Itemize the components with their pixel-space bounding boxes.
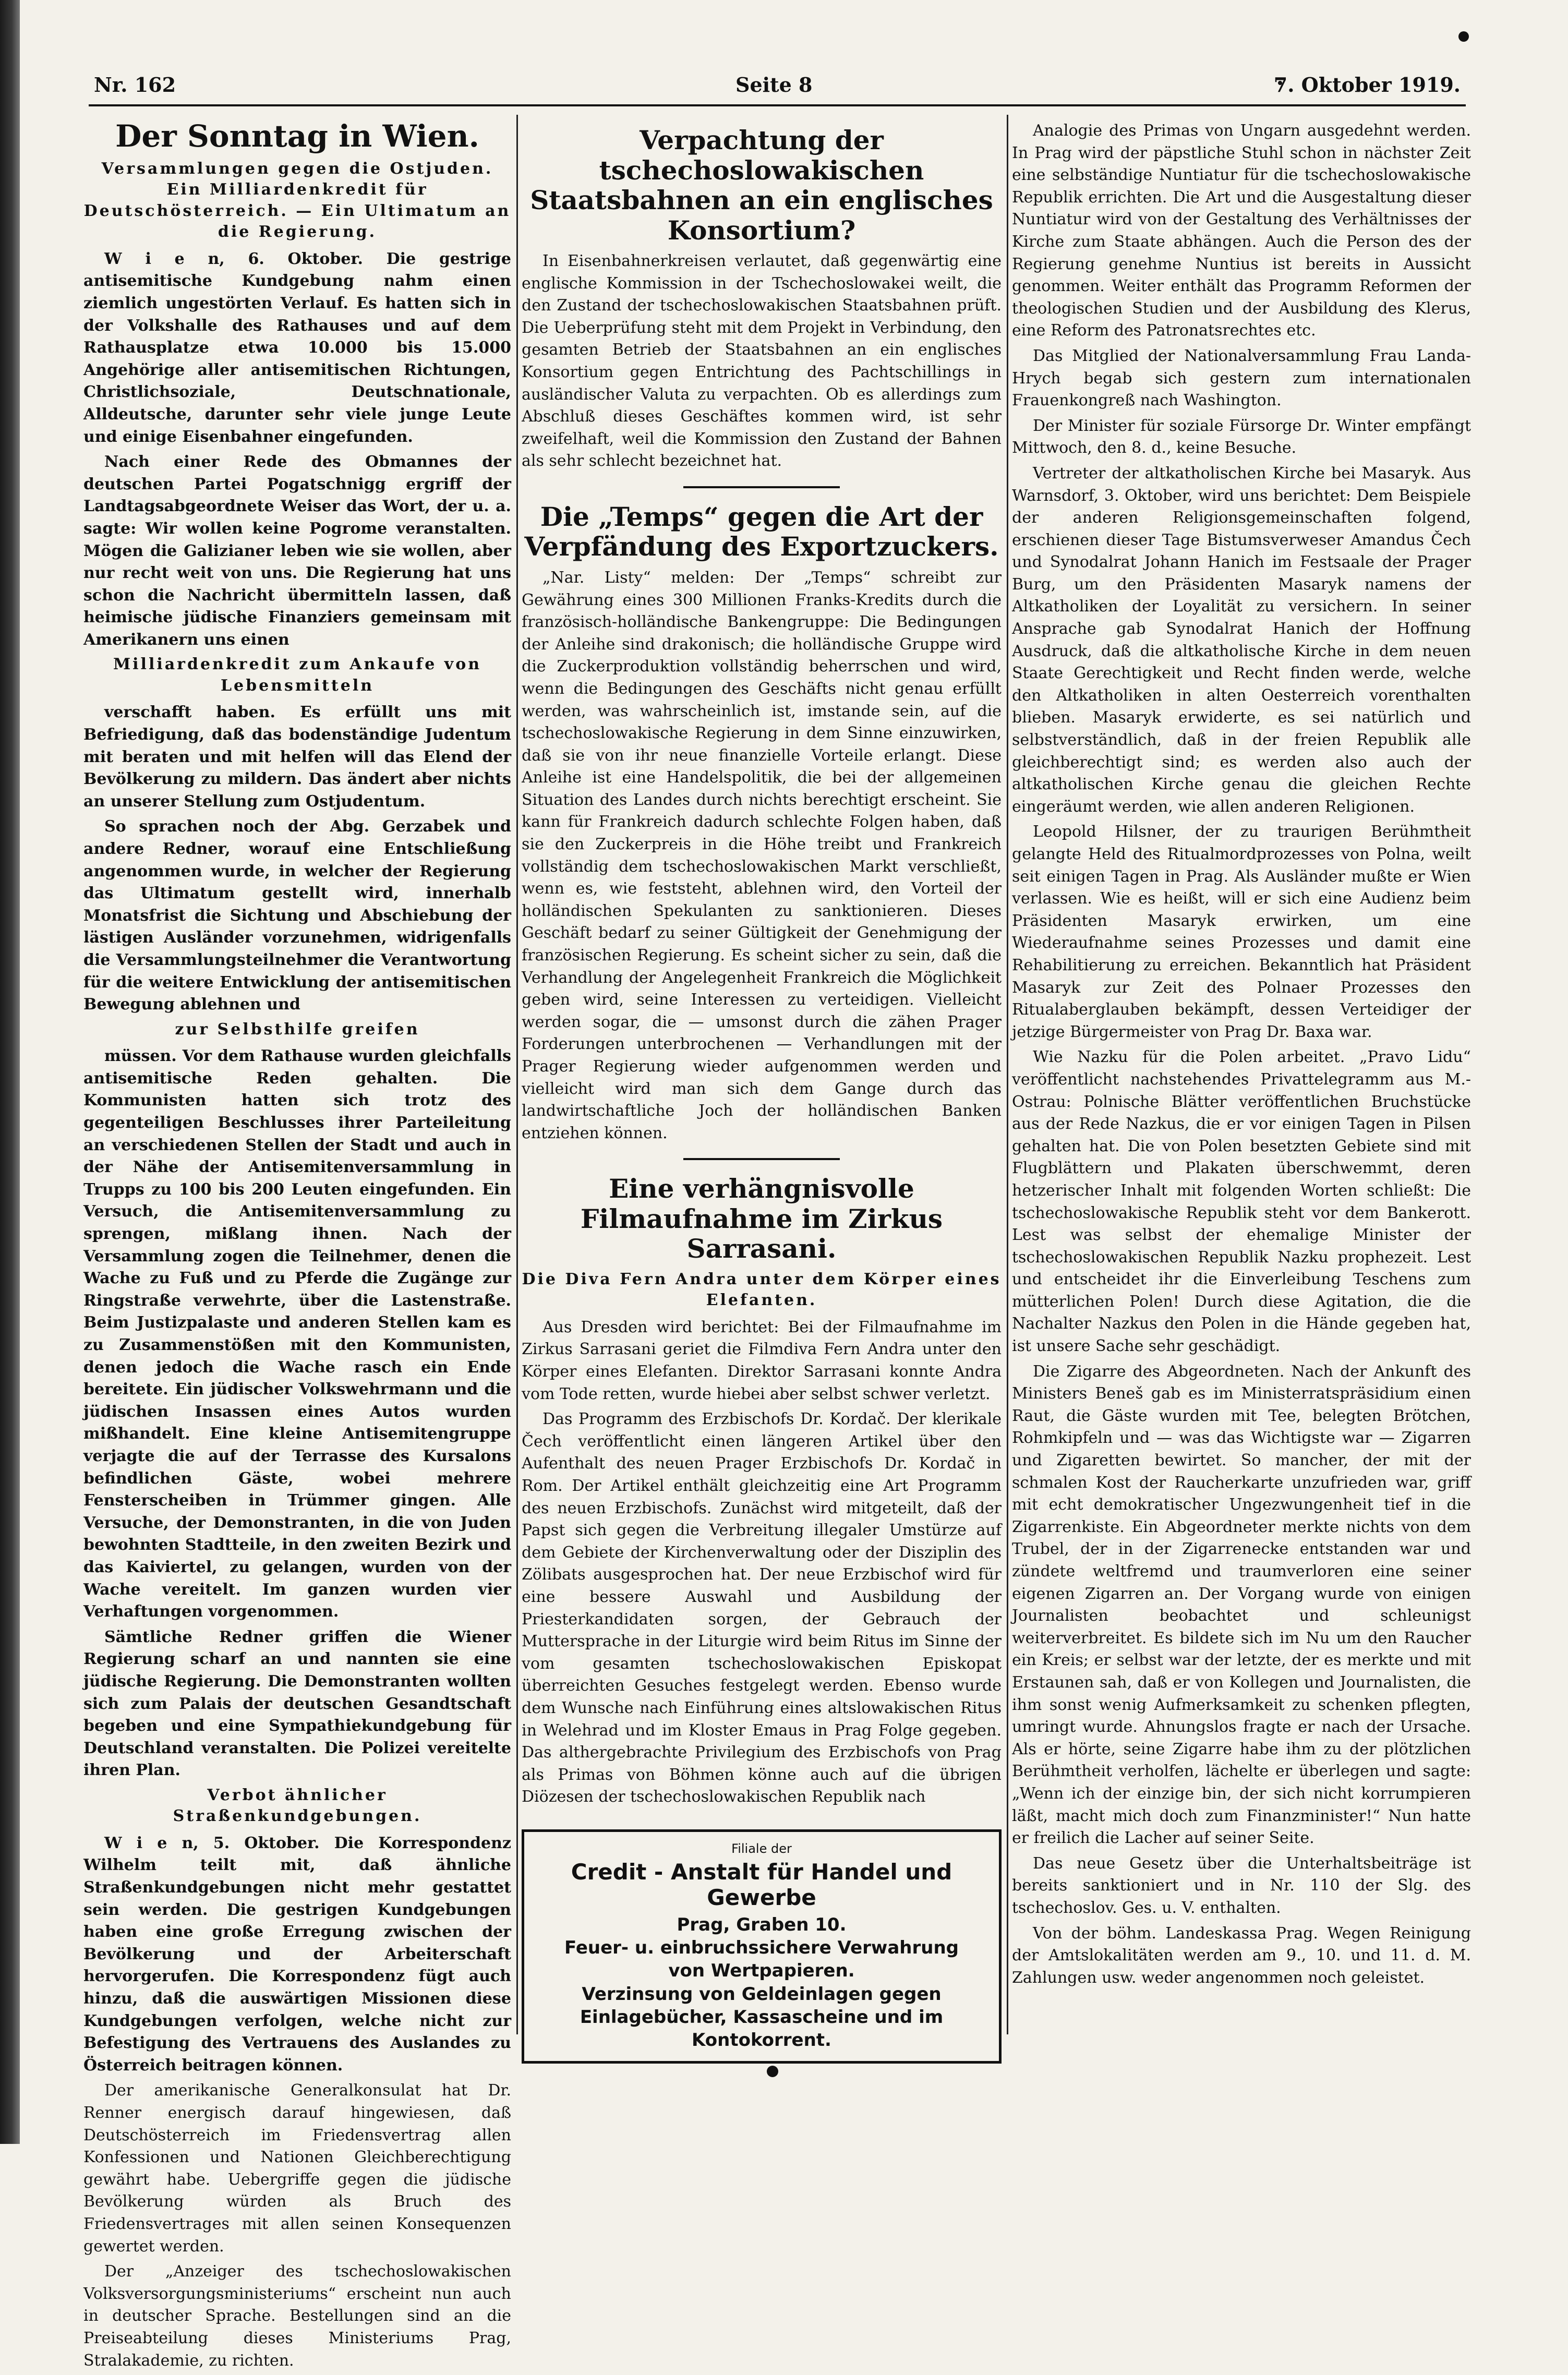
ad-line: von Wertpapieren. bbox=[668, 1960, 855, 1982]
article-title: Eine verhängnisvolle Filmaufnahme im Zirkus Sarrasani. bbox=[580, 1173, 943, 1264]
issue-number: Nr. 162 bbox=[94, 73, 176, 97]
paragraph: „Nar. Listy“ melden: Der „Temps“ schreibt zur Gewährung eines 300 Millionen Franks-Kredits durch die französisch-holländische Bankengruppe: Die Bedingungen der Anleihe sind drakonisch; die holländische Gruppe wird die Zuckerproduktion vollständig beherrschen und wird, wenn die Bedingungen des Geschäfts nicht genau erfüllt werden, was wahrscheinlich ist, imstande sein, auf die tschechoslowakische Regierung in dem Sinne einzuwirken, daß sie von ihr neue finanzielle Vorteile erlangt. Diese Anleihe ist eine Handelspolitik, die bei der allgemeinen Situation des Landes durch nichts berechtigt erscheint. Sie kann für Frankreich dadurch schlechte Folgen haben, daß sie den Zuckerpreis in die Höhe treibt und Frankreich vollständig dem tschechoslowakischen Markt verschließt, wenn es, wie feststeht, ablehnen wird, den Vorteil der holländischen Spekulanten zu sanktionieren. Dieses Geschäft bedarf zu seiner Gültigkeit der Genehmigung der französischen Regierung. Es scheint sicher zu sein, daß die Verhandlung der Angelegenheit Frankreich die Möglichkeit geben wird, seine Interessen zu verteidigen. Vielleicht werden sogar, die — umsonst durch die zähen Prager Forderungen unterbrochenen — Verhandlungen mit der Prager Regierung wieder aufgenommen werden und vielleicht wird man sich dem Gange durch das landwirtschaftliche Joch der holländischen Banken entziehen können. bbox=[522, 568, 1002, 1142]
paragraph: Analogie des Primas von Ungarn ausgedehnt werden. In Prag wird der päpstliche Stuhl schon in nächster Zeit eine selbständige Nuntiatur für die tschechoslowakische Republik errichten. Die Art und die Ausgestaltung dieser Nuntiatur wird von der Gestaltung des Verhältnisses der Kirche zum Staate abhängen. Auch die Person des der Regierung genehme Nuntius ist bereits in Aussicht genommen. Weiter enthält das Programm Reformen der theologischen Studien und der Ausbildung des Klerus, eine Reform des Patronatsrechtes etc. bbox=[1012, 122, 1471, 340]
ad-bank-name: Credit - Anstalt für Handel und Gewerbe bbox=[571, 1859, 952, 1910]
column-2 bbox=[522, 120, 1002, 2064]
page-number: Seite 8 bbox=[735, 73, 813, 97]
article-title: Die „Temps“ gegen die Art der Verpfändung des Exportzuckers. bbox=[524, 501, 999, 562]
paragraph: Die Zigarre des Abgeordneten. Nach der Ankunft des Ministers Beneš gab es im Ministerratspräsidium einen Raut, die Gäste wurden mit Tee, belegten Brötchen, Rohmkipfeln und — was das Wichtigste war — Zigarren und Zigaretten bewirtet. So mancher, der mit der schmalen Kost der Raucherkarte unzufrieden war, griff mit echt demokratischer Ungezwungenheit tief in die Zigarrenkiste. Ein Abgeordneter merkte nichts von dem Trubel, der in der Zigarrenecke entstanden war und zündete weltfremd und traumverloren eine seiner eigenen Zigarren an. Der Vorgang wurde von einigen Journalisten beobachtet und schleunigst weiterverbreitet. Es bildete sich im Nu um den Raucher ein Kreis; er selbst war der letzte, der es merkte und mit Erstaunen sah, daß er von Kollegen und Journalisten, die ihm sonst wenig Aufmerksamkeit zu schenken pflegten, umringt wurde. Ahnungslos fragte er nach der Ursache. Als er hörte, seine Zigarre habe ihm zu der plötzlichen Berühmtheit verholfen, lächelte er überlegen und sagte: „Wenn ich der einzige bin, der sich nicht korrumpieren läßt, macht mich doch zum Finanzminister!“ Nun hatte er freilich die Lacher auf seiner Seite. bbox=[1012, 1362, 1471, 1848]
ad-line: Feuer- u. einbruchssichere Verwahrung bbox=[564, 1937, 959, 1959]
section-subhead: Verbot ähnlicher Straßenkundgebungen. bbox=[173, 1786, 422, 1826]
ink-dot bbox=[767, 2066, 778, 2077]
paragraph: W i e n, 5. Oktober. Die Korrespondenz Wilhelm teilt mit, daß ähnliche Straßenkundgebungen nicht mehr gestattet sein werden. Die gestrigen Kundgebungen haben eine große Erregung zwischen der Bevölkerung und der Arbeiterschaft hervorgerufen. Die Korrespondenz fügt auch hinzu, daß die auswärtigen Missionen diese Kundgebungen verfolgen, welche nicht zur Befestigung des Vertrauens des Auslandes zu Österreich beitragen können. bbox=[83, 1834, 511, 2075]
paragraph: müssen. Vor dem Rathause wurden gleichfalls antisemitische Reden gehalten. Die Kommunisten hatten sich trotz des gegenteiligen Beschlusses ihrer Parteileitung an verschiedenen Stellen der Stadt und auch in der Nähe der Antisemitenversammlung in Trupps zu 100 bis 200 Leuten eingefunden. Ein Versuch, die Antisemitenversammlung zu sprengen, mißlang ihnen. Nach der Versammlung zogen die Teilnehmer, denen die Wache zu Fuß und zu Pferde die Zugänge zur Ringstraße verwehrte, über die Lastenstraße. Beim Justizpalaste und anderen Stellen kam es zu Zusammenstößen mit den Kommunisten, denen jedoch die Wache rasch ein Ende bereitete. Ein jüdischer Volkswehrmann und die jüdischen Insassen eines Autos wurden mißhandelt. Eine kleine Antisemitengruppe verjagte die auf der Terrasse des Kursalons befindlichen Gäste, wobei mehrere Fensterscheiben in Trümmer gingen. Alle Versuche, der Demonstranten, in die von Juden bewohnten Stadtteile, in den zweiten Bezirk und das Kaiviertel, zu gelangen, wurden von der Wache vereitelt. Im ganzen wurden vier Verhaftungen vorgenommen. bbox=[83, 1047, 511, 1621]
paragraph: Der „Anzeiger des tschechoslowakischen Volksversorgungsministeriums“ erscheint nun auch in deutscher Sprache. Bestellungen sind an die Preiseabteilung dieses Ministeriums Prag, Stralakademie, zu richten. bbox=[83, 2262, 511, 2370]
article-subtitle: Die Diva Fern Andra unter dem Körper eines Elefanten. bbox=[522, 1270, 1002, 1310]
paragraph: Aus Dresden wird berichtet: Bei der Filmaufnahme im Zirkus Sarrasani geriet die Filmdiva Fern Andra unter den Körper eines Elefanten. Direktor Sarrasani konnte Andra vom Tode retten, wurde hiebei aber selbst schwer verletzt. bbox=[522, 1318, 1002, 1403]
bank-advertisement bbox=[522, 1829, 1002, 2064]
paragraph: In Eisenbahnerkreisen verlautet, daß gegenwärtig eine englische Kommission in der Tschechoslowakei weilt, die den Zustand der tschechoslowakischen Staatsbahnen prüft. Die Ueberprüfung steht mit dem Projekt in Verbindung, den gesamten Betrieb der Staatsbahnen an ein englisches Konsortium gegen Entrichtung des Pachtschillings in ausländischer Valuta zu verpachten. Ob es allerdings zum Abschluß dieses Geschäftes kommen wird, ist sehr zweifelhaft, weil die Kommission den Zustand der Bahnen als sehr schlecht bezeichnet hat. bbox=[522, 252, 1002, 471]
issue-date: 7. Oktober 1919. bbox=[1273, 73, 1461, 97]
column-divider bbox=[516, 115, 518, 2034]
paragraph: Leopold Hilsner, der zu traurigen Berühmtheit gelangte Held des Ritualmordprozesses von Polna, weilt seit einigen Tagen in Prag. Als Ausländer mußte er Wien verlassen. Wie es heißt, will er sich eine Audienz beim Präsidenten Masaryk erwirken, um eine Wiederaufnahme seines Prozesses und damit eine Rehabilitierung zu erreichen. Bekanntlich hat Präsident Masaryk zur Zeit des Polnaer Prozesses den Ritualaberglauben bekämpft, dessen Verteidiger der jetzige Bürgermeister von Prag Dr. Baxa war. bbox=[1012, 823, 1471, 1041]
ink-dot bbox=[1458, 31, 1469, 42]
paragraph: Das Mitglied der Nationalversammlung Frau Landa-Hrych begab sich gestern zum internationalen Frauenkongreß nach Washington. bbox=[1012, 346, 1471, 410]
article-subtitle: Versammlungen gegen die Ostjuden. Ein Milliardenkredit für Deutschösterreich. — Ein Ultimatum an die Regierung. bbox=[83, 159, 511, 242]
column-3 bbox=[1012, 120, 1471, 1992]
ad-line: Verzinsung von Geldeinlagen gegen Einlagebücher, Kassascheine und im bbox=[580, 1983, 944, 2028]
page-header bbox=[94, 73, 1461, 104]
page-margin-edge bbox=[0, 0, 20, 2144]
paragraph: Der amerikanische Generalkonsulat hat Dr. Renner energisch darauf hingewiesen, daß Deutschösterreich im Friedensvertrag allen Konfessionen und Nationen Gleichberechtigung gewährt habe. Uebergriffe gegen die jüdische Bevölkerung würden als Bruch des Friedensvertrages mit allen seinen Konsequenzen gewertet werden. bbox=[83, 2081, 511, 2256]
header-rule bbox=[89, 104, 1466, 106]
section-subhead: zur Selbsthilfe greifen bbox=[175, 1020, 420, 1039]
paragraph: Wie Nazku für die Polen arbeitet. „Pravo Lidu“ veröffentlicht nachstehendes Privattelegramm aus M.-Ostrau: Polnische Blätter veröffentlichen Bruchstücke aus der Rede Nazkus, die er vor einigen Tagen in Pilsen gehalten hat. Die von Polen besetzten Gebiete sind mit Flugblättern und Plakaten überschwemmt, deren hetzerischer Inhalt mit folgenden Worten schließt: Die tschechoslowakische Republik steht vor dem Bankerott. Lest was selbst der ehemalige Minister der tschechoslowakischen Republik Nazku prophezeit. Lest und entscheidet ihr die Einverleibung Teschens zum mütterlichen Polen! Durch diese Agitation, die die Nachalter Nazkus den Polen in die Hände gegeben hat, ist unsere Sache sehr geschädigt. bbox=[1012, 1048, 1471, 1356]
column-divider bbox=[1007, 115, 1008, 2034]
paragraph: Das neue Gesetz über die Unterhaltsbeiträge ist bereits sanktioniert und in Nr. 110 der Slg. des tschechoslov. Ges. u. V. enthalten. bbox=[1012, 1854, 1471, 1917]
paragraph: W i e n, 6. Oktober. Die gestrige antisemitische Kundgebung nahm einen ziemlich ungestörten Verlauf. Es hatten sich in der Volkshalle des Rathauses und auf dem Rathausplatze etwa 10.000 bis 15.000 Angehörige aller antisemitischen Richtungen, Christlichsoziale, Deutschnationale, Alldeutsche, darunter sehr viele junge Leute und einige Eisenbahner eingefunden. bbox=[83, 249, 511, 446]
section-subhead: Milliardenkredit zum Ankaufe von Lebensmitteln bbox=[113, 655, 482, 695]
paragraph: Sämtliche Redner griffen die Wiener Regierung scharf an und nannten sie eine jüdische Regierung. Die Demonstranten wollten sich zum Palais der deutschen Gesandtschaft begeben und eine Sympathiekundgebung für Deutschland veranstalten. Die Polizei vereitelte ihren Plan. bbox=[83, 1627, 511, 1780]
column-1 bbox=[83, 120, 511, 2375]
ad-line: Kontokorrent. bbox=[692, 2029, 831, 2051]
article-title: Der Sonntag in Wien. bbox=[115, 118, 479, 154]
article-title: Verpachtung der tschechoslowakischen Staatsbahnen an ein englisches Konsortium? bbox=[530, 125, 993, 246]
paragraph: Vertreter der altkatholischen Kirche bei Masaryk. Aus Warnsdorf, 3. Oktober, wird uns berichtet: Dem Beispiele der anderen Religionsgemeinschaften folgend, erschienen dieser Tage Bistumsverweser Amandus Čech und Synodalrat Johann Hanich im Festsaale der Prager Burg, um den Präsidenten Masaryk namens der Altkatholiken der Loyalität zu versichern. In seiner Ansprache gab Synodalrat Hanich der Hoffnung Ausdruck, daß die altkatholische Kirche in dem neuen Staate Gerechtigkeit und Recht finden werde, welche den Altkatholiken in alten Oesterreich vorenthalten blieben. Masaryk erwiderte, es sei natürlich und selbstverständlich, daß in der freien Republik alle gleichberechtigt sind; es werden also auch der altkatholischen Kirche genau die gleichen Rechte eingeräumt werden, wie allen anderen Religionen. bbox=[1012, 464, 1471, 816]
paragraph: So sprachen noch der Abg. Gerzabek und andere Redner, worauf eine Entschließung angenommen wurde, in welcher der Regierung das Ultimatum gestellt wird, innerhalb Monatsfrist die Sichtung und Abschiebung der lästigen Ausländer vorzunehmen, widrigenfalls die Versammlungsteilnehmer die Verantwortung für die weitere Entwicklung der antisemitischen Bewegung ablehnen und bbox=[83, 817, 511, 1014]
paragraph: verschafft haben. Es erfüllt uns mit Befriedigung, daß das bodenständige Judentum mit beraten und mit helfen will das Elend der Bevölkerung zu mildern. Das ändert aber nichts an unserer Stellung zum Ostjudentum. bbox=[83, 703, 511, 811]
paragraph: Von der böhm. Landeskassa Prag. Wegen Reinigung der Amtslokalitäten werden am 9., 10. und 11. d. M. Zahlungen usw. weder angenommen noch geleistet. bbox=[1012, 1924, 1471, 1987]
article-divider bbox=[683, 486, 840, 488]
paragraph: Das Programm des Erzbischofs Dr. Kordač. Der klerikale Čech veröffentlicht einen längeren Artikel über den Aufenthalt des neuen Prager Erzbischofs Dr. Kordač in Rom. Der Artikel enthält gleichzeitig eine Art Programm des neuen Erzbischofs. Zunächst wird mitgeteilt, daß der Papst sich gegen die Verbreitung illegaler Umstürze auf dem Gebiete der Kirchenverwaltung oder der Disziplin des Zölibats ausgesprochen hat. Der neue Erzbischof wird für eine bessere Auswahl und Ausbildung der Priesterkandidaten sorgen, der Gebrauch der Muttersprache in der Liturgie wird beim Ritus im Sinne der vom gesamten tschechoslowakischen Episkopat überreichten Gesuches festgelegt werden. Ebenso wurde dem Wunsche nach Einführung eines altslowakischen Ritus in Welehrad und im Kloster Emaus in Prag Folge gegeben. Das althergebrachte Privilegium des Erzbischofs von Prag als Primas von Böhmen könne auch auf die übrigen Diözesen der tschechoslowakischen Republik nach bbox=[522, 1410, 1002, 1806]
ad-address: Prag, Graben 10. bbox=[677, 1914, 847, 1935]
paragraph: Der Minister für soziale Fürsorge Dr. Winter empfängt Mittwoch, den 8. d., keine Besuche. bbox=[1012, 416, 1471, 457]
article-divider bbox=[683, 1158, 840, 1160]
paragraph: Nach einer Rede des Obmannes der deutschen Partei Pogatschnigg ergriff der Landtagsabgeordnete Weiser das Wort, der u. a. sagte: Wir wollen keine Pogrome veranstalten. Mögen die Galizianer leben wie sie wollen, aber nur recht weit von uns. Die Regierung hat uns schon die Nachricht übermitteln lassen, daß heimische jüdische Finanziers gemeinsam mit Amerikanern uns einen bbox=[83, 453, 511, 649]
ad-label: Filiale der bbox=[731, 1841, 792, 1856]
